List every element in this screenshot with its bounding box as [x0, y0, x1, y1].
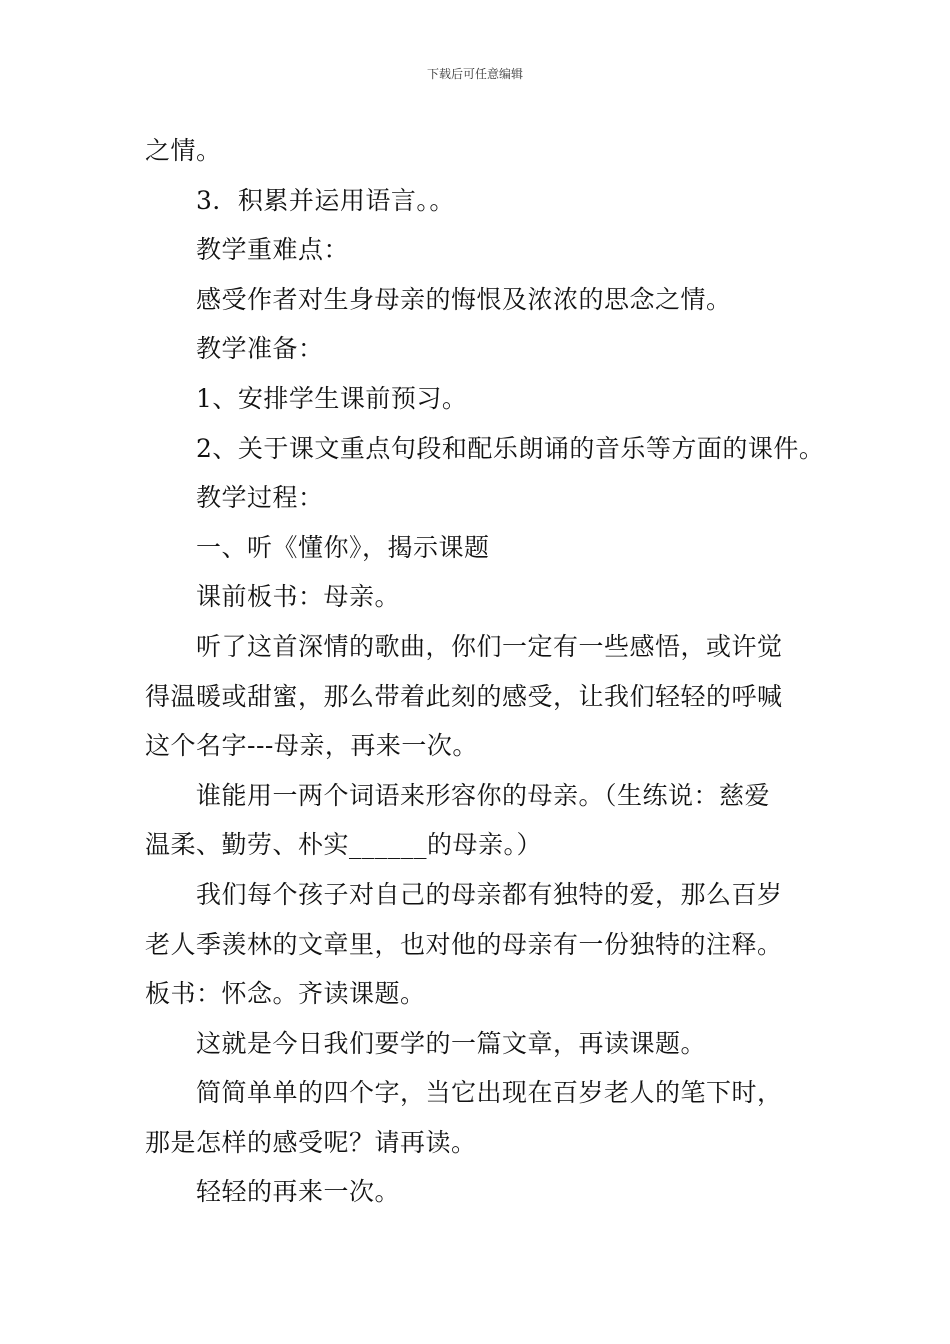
text-line: 课前板书：母亲。 [196, 582, 401, 612]
text-line: 听了这首深情的歌曲，你们一定有一些感悟，或许觉 [196, 631, 783, 661]
text-line: 这个名字---母亲，再来一次。 [145, 731, 478, 761]
text-line: 3．积累并运用语言。。 [196, 185, 455, 215]
text-line: 那是怎样的感受呢？请再读。 [145, 1127, 477, 1157]
page-header: 下载后可任意编辑 [426, 67, 523, 81]
text-line: 这就是今日我们要学的一篇文章，再读课题。 [196, 1028, 707, 1058]
text-line: 简简单单的四个字，当它出现在百岁老人的笔下时， [196, 1078, 783, 1108]
text-line: 1、安排学生课前预习。 [196, 383, 468, 413]
text-line: 得温暖或甜蜜，那么带着此刻的感受，让我们轻轻的呼喊 [145, 681, 783, 711]
document-body [145, 126, 825, 1217]
text-line: 温柔、勤劳、朴实______的母亲。） [145, 830, 543, 860]
text-line: 教学准备： [196, 334, 324, 364]
text-line: 板书：怀念。齐读课题。 [145, 979, 426, 1009]
text-line: 我们每个孩子对自己的母亲都有独特的爱，那么百岁 [196, 879, 783, 909]
text-line: 教学过程： [196, 483, 324, 513]
text-line: 感受作者对生身母亲的悔恨及浓浓的思念之情。 [196, 284, 732, 314]
text-line: 谁能用一两个词语来形容你的母亲。（生练说：慈爱 [196, 780, 771, 810]
text-line: 一、听《懂你》，揭示课题 [196, 532, 490, 562]
text-line: 之情。 [145, 136, 222, 165]
text-line: 2、关于课文重点句段和配乐朗诵的音乐等方面的课件。 [196, 433, 825, 463]
text-line: 老人季羡林的文章里，也对他的母亲有一份独特的注释。 [145, 929, 783, 959]
text-line: 教学重难点： [196, 235, 350, 265]
text-line: 轻轻的再来一次。 [196, 1177, 401, 1207]
